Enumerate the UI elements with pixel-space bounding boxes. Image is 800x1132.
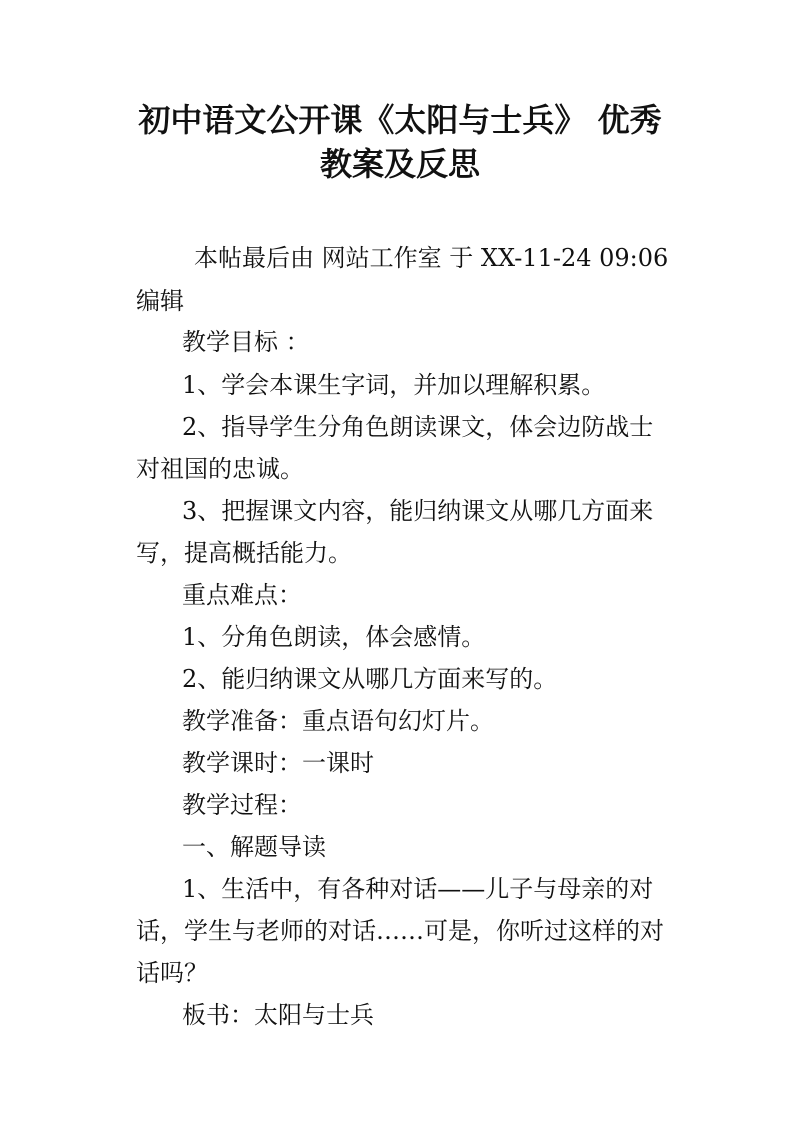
goal-1: 1、学会本课生字词，并加以理解积累。 (182, 371, 606, 399)
document-title-line-2: 教案及反思 (319, 145, 480, 183)
goal-3-line-2: 写，提高概括能力。 (136, 539, 352, 567)
post-meta-line-2: 编辑 (136, 287, 184, 315)
key-point-1: 1、分角色朗读，体会感情。 (182, 623, 486, 651)
section-1-heading: 一、解题导读 (182, 833, 326, 861)
teaching-hours: 教学课时：一课时 (182, 749, 374, 777)
item-1-line-1: 1、生活中，有各种对话——儿子与母亲的对 (182, 875, 654, 903)
key-points-heading: 重点难点： (182, 581, 302, 609)
document-title-line-1: 初中语文公开课《太阳与士兵》 优秀 (138, 101, 662, 139)
key-point-2: 2、能归纳课文从哪几方面来写的。 (182, 665, 558, 693)
item-1-line-2: 话，学生与老师的对话……可是，你听过这样的对 (136, 917, 664, 945)
post-meta-line-1: 本帖最后由 网站工作室 于 XX-11-24 09:06 (194, 244, 669, 272)
goal-2-line-2: 对祖国的忠诚。 (136, 455, 304, 483)
process-heading: 教学过程： (182, 791, 302, 819)
goal-2-line-1: 2、指导学生分角色朗读课文，体会边防战士 (182, 413, 654, 441)
goal-3-line-1: 3、把握课文内容，能归纳课文从哪几方面来 (182, 497, 654, 525)
item-1-line-3: 话吗？ (136, 959, 208, 987)
goals-heading: 教学目标 ： (182, 328, 310, 356)
board-writing: 板书：太阳与士兵 (182, 1001, 374, 1029)
teaching-preparation: 教学准备：重点语句幻灯片。 (182, 707, 494, 735)
